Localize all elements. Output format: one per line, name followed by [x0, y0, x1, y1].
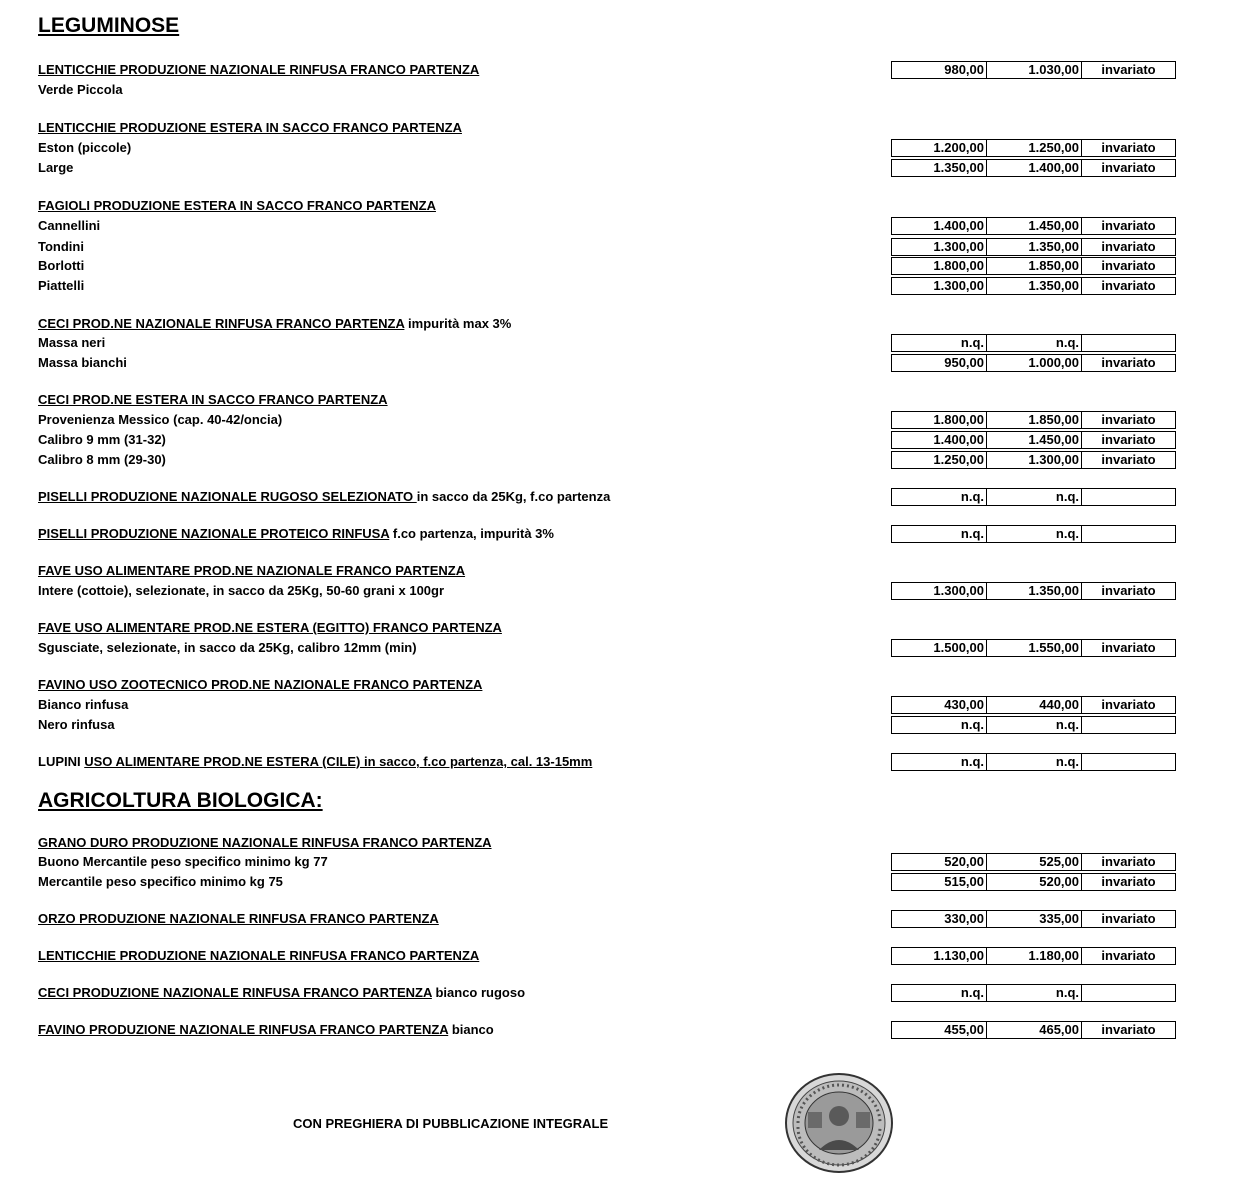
price-max-cell: n.q. — [987, 526, 1082, 542]
price-max-cell: 1.250,00 — [987, 140, 1082, 156]
price-trend-cell — [1082, 526, 1175, 542]
price-row — [891, 753, 1176, 771]
price-min-cell: 1.800,00 — [892, 258, 987, 274]
price-row — [891, 582, 1176, 600]
line-label-part: Calibro 8 mm (29-30) — [38, 452, 166, 467]
line-label — [38, 677, 482, 693]
line-label-part: FAVE USO ALIMENTARE PROD.NE NAZIONALE FRANCO PARTENZA — [38, 563, 466, 578]
line-label-part: Nero rinfusa — [38, 717, 115, 732]
price-row — [891, 257, 1176, 275]
line-label — [38, 392, 388, 408]
price-max-cell: 1.350,00 — [987, 583, 1082, 599]
price-min-cell: 1.400,00 — [892, 432, 987, 448]
price-trend-cell: invariato — [1101, 697, 1156, 712]
price-row — [891, 159, 1176, 177]
line-label-part: FAVE USO ALIMENTARE PROD.NE ESTERA (EGITTO) FRANCO PARTENZA — [38, 620, 502, 635]
line-label-part: Large — [38, 160, 74, 175]
price-max-cell: n.q. — [987, 489, 1082, 505]
price-trend-cell — [1082, 985, 1175, 1001]
chamber-of-commerce-seal-icon — [784, 1072, 894, 1174]
line-label — [38, 412, 282, 428]
line-label-part: ORZO PRODUZIONE NAZIONALE RINFUSA FRANCO PARTENZA — [38, 911, 439, 926]
line-label-part: PISELLI PRODUZIONE NAZIONALE PROTEICO RINFUSA — [38, 526, 390, 541]
price-row — [891, 873, 1176, 891]
price-trend-cell: invariato — [1101, 140, 1156, 155]
line-label — [38, 754, 592, 770]
price-min-cell: 1.300,00 — [892, 583, 987, 599]
price-row — [891, 61, 1176, 79]
line-label — [38, 985, 525, 1001]
line-label — [38, 697, 128, 713]
line-label — [38, 835, 492, 851]
price-min-cell: 330,00 — [892, 911, 987, 927]
line-label-part: in sacco da 25Kg, f.co partenza — [416, 489, 611, 504]
price-row — [891, 984, 1176, 1002]
price-max-cell: n.q. — [987, 985, 1082, 1001]
price-max-cell: 465,00 — [987, 1022, 1082, 1038]
price-min-cell: n.q. — [892, 754, 987, 770]
line-label-part: Borlotti — [38, 258, 85, 273]
heading-agricoltura-biologica: AGRICOLTURA BIOLOGICA: — [38, 789, 323, 812]
price-max-cell: 1.300,00 — [987, 452, 1082, 468]
line-label-part: bianco — [448, 1022, 494, 1037]
line-label-part: Bianco rinfusa — [38, 697, 129, 712]
line-label — [38, 948, 479, 964]
price-min-cell: n.q. — [892, 985, 987, 1001]
line-label — [38, 1022, 494, 1038]
price-trend-cell: invariato — [1101, 640, 1156, 655]
price-trend-cell: invariato — [1101, 854, 1156, 869]
line-label — [38, 278, 84, 294]
price-min-cell: 950,00 — [892, 355, 987, 371]
line-label-part: Mercantile peso specifico minimo kg 75 — [38, 874, 283, 889]
line-label-part: LENTICCHIE PRODUZIONE ESTERA IN SACCO FRANCO PARTENZA — [38, 120, 462, 135]
price-trend-cell: invariato — [1101, 874, 1156, 889]
line-label-part: CECI PROD.NE NAZIONALE RINFUSA FRANCO PARTENZA — [38, 316, 405, 331]
price-trend-cell: invariato — [1101, 278, 1156, 293]
line-label-part: LENTICCHIE PRODUZIONE NAZIONALE RINFUSA FRANCO PARTENZA — [38, 62, 480, 77]
line-label-part: Massa neri — [38, 335, 106, 350]
price-max-cell: 1.350,00 — [987, 239, 1082, 255]
line-label — [38, 355, 127, 371]
price-trend-cell: invariato — [1101, 355, 1156, 370]
line-label — [38, 140, 131, 156]
line-label-part: impurità max 3% — [404, 316, 512, 331]
price-max-cell: n.q. — [987, 717, 1082, 733]
line-label-part: USO ALIMENTARE PROD.NE ESTERA (CILE) in sacco, f.co partenza, cal. 13-15mm — [84, 754, 593, 769]
price-min-cell: 430,00 — [892, 697, 987, 713]
price-trend-cell: invariato — [1101, 412, 1156, 427]
price-min-cell: 1.350,00 — [892, 160, 987, 176]
price-trend-cell: invariato — [1101, 239, 1156, 254]
line-label-part: Verde Piccola — [38, 82, 123, 97]
line-label — [38, 82, 123, 98]
line-label — [38, 160, 73, 176]
price-row — [891, 451, 1176, 469]
price-row — [891, 525, 1176, 543]
line-label — [38, 489, 610, 505]
price-min-cell: n.q. — [892, 526, 987, 542]
line-label-part: Sgusciate, selezionate, in sacco da 25Kg, calibro 12mm (min) — [38, 640, 417, 655]
line-label — [38, 854, 328, 870]
price-trend-cell: invariato — [1101, 258, 1156, 273]
price-min-cell: 1.800,00 — [892, 412, 987, 428]
line-label — [38, 583, 444, 599]
price-min-cell: 520,00 — [892, 854, 987, 870]
line-label-part: FAVINO PRODUZIONE NAZIONALE RINFUSA FRANCO PARTENZA — [38, 1022, 449, 1037]
price-row — [891, 431, 1176, 449]
line-label — [38, 218, 100, 234]
line-label-part: GRANO DURO PRODUZIONE NAZIONALE RINFUSA FRANCO PARTENZA — [38, 835, 492, 850]
price-trend-cell — [1082, 489, 1175, 505]
price-trend-cell: invariato — [1101, 160, 1156, 175]
price-trend-cell — [1082, 754, 1175, 770]
price-row — [891, 947, 1176, 965]
price-row — [891, 716, 1176, 734]
line-label-part: LENTICCHIE PRODUZIONE NAZIONALE RINFUSA FRANCO PARTENZA — [38, 948, 480, 963]
price-min-cell: 1.400,00 — [892, 218, 987, 234]
price-row — [891, 1021, 1176, 1039]
price-min-cell: 1.250,00 — [892, 452, 987, 468]
price-row — [891, 277, 1176, 295]
price-row — [891, 217, 1176, 235]
line-label-part: Provenienza Messico (cap. 40-42/oncia) — [38, 412, 283, 427]
line-label — [38, 432, 166, 448]
line-label-part: Cannellini — [38, 218, 101, 233]
footer-note: CON PREGHIERA DI PUBBLICAZIONE INTEGRALE — [293, 1116, 609, 1131]
price-max-cell: n.q. — [987, 335, 1082, 351]
price-min-cell: 1.500,00 — [892, 640, 987, 656]
price-row — [891, 639, 1176, 657]
price-min-cell: 1.300,00 — [892, 239, 987, 255]
line-label — [38, 620, 502, 636]
price-min-cell: n.q. — [892, 335, 987, 351]
line-label-part: Intere (cottoie), selezionate, in sacco da 25Kg, 50-60 grani x 100gr — [38, 583, 445, 598]
price-max-cell: 1.850,00 — [987, 258, 1082, 274]
price-min-cell: n.q. — [892, 717, 987, 733]
line-label-part: Buono Mercantile peso specifico minimo kg 77 — [38, 854, 328, 869]
price-trend-cell: invariato — [1101, 432, 1156, 447]
price-row — [891, 910, 1176, 928]
line-label — [38, 874, 283, 890]
line-label-part: Calibro 9 mm (31-32) — [38, 432, 166, 447]
price-trend-cell — [1082, 335, 1175, 351]
line-label — [38, 335, 105, 351]
price-max-cell: 1.180,00 — [987, 948, 1082, 964]
line-label-part: CECI PROD.NE ESTERA IN SACCO FRANCO PARTENZA — [38, 392, 388, 407]
line-label — [38, 120, 462, 136]
price-max-cell: 1.350,00 — [987, 278, 1082, 294]
price-max-cell: 1.850,00 — [987, 412, 1082, 428]
line-label — [38, 198, 436, 214]
line-label — [38, 452, 166, 468]
line-label — [38, 316, 511, 332]
price-min-cell: n.q. — [892, 489, 987, 505]
price-max-cell: 440,00 — [987, 697, 1082, 713]
price-max-cell: 335,00 — [987, 911, 1082, 927]
price-min-cell: 1.130,00 — [892, 948, 987, 964]
price-trend-cell: invariato — [1101, 62, 1156, 77]
price-max-cell: 1.030,00 — [987, 62, 1082, 78]
price-max-cell: 1.550,00 — [987, 640, 1082, 656]
line-label-part: FAGIOLI PRODUZIONE ESTERA IN SACCO FRANCO PARTENZA — [38, 198, 436, 213]
price-row — [891, 139, 1176, 157]
line-label-part: Massa bianchi — [38, 355, 127, 370]
price-row — [891, 696, 1176, 714]
line-label-part: FAVINO USO ZOOTECNICO PROD.NE NAZIONALE FRANCO PARTENZA — [38, 677, 483, 692]
price-max-cell: 1.450,00 — [987, 218, 1082, 234]
price-trend-cell: invariato — [1101, 452, 1156, 467]
price-trend-cell: invariato — [1101, 911, 1156, 926]
price-row — [891, 334, 1176, 352]
line-label-part: CECI PRODUZIONE NAZIONALE RINFUSA FRANCO PARTENZA — [38, 985, 432, 1000]
line-label — [38, 717, 115, 733]
price-row — [891, 411, 1176, 429]
line-label — [38, 526, 554, 542]
line-label — [38, 258, 84, 274]
line-label — [38, 239, 84, 255]
line-label-part: Eston (piccole) — [38, 140, 132, 155]
price-row — [891, 238, 1176, 256]
line-label-part: Tondini — [38, 239, 84, 254]
line-label-part: PISELLI PRODUZIONE NAZIONALE RUGOSO SELEZIONATO — [38, 489, 417, 504]
price-trend-cell: invariato — [1101, 583, 1156, 598]
price-min-cell: 1.200,00 — [892, 140, 987, 156]
price-trend-cell: invariato — [1101, 1022, 1156, 1037]
price-max-cell: 525,00 — [987, 854, 1082, 870]
line-label — [38, 563, 465, 579]
line-label-part: bianco rugoso — [431, 985, 526, 1000]
price-min-cell: 455,00 — [892, 1022, 987, 1038]
price-max-cell: 1.450,00 — [987, 432, 1082, 448]
price-trend-cell: invariato — [1101, 948, 1156, 963]
price-min-cell: 515,00 — [892, 874, 987, 890]
line-label-part: LUPINI — [38, 754, 85, 769]
line-label — [38, 911, 439, 927]
price-min-cell: 1.300,00 — [892, 278, 987, 294]
heading-leguminose: LEGUMINOSE — [38, 14, 180, 37]
line-label-part: f.co partenza, impurità 3% — [389, 526, 554, 541]
price-row — [891, 354, 1176, 372]
line-label-part: Piattelli — [38, 278, 85, 293]
price-max-cell: n.q. — [987, 754, 1082, 770]
line-label — [38, 62, 479, 78]
price-row — [891, 488, 1176, 506]
price-row — [891, 853, 1176, 871]
price-max-cell: 1.400,00 — [987, 160, 1082, 176]
price-trend-cell — [1082, 717, 1175, 733]
price-max-cell: 1.000,00 — [987, 355, 1082, 371]
price-trend-cell: invariato — [1101, 218, 1156, 233]
price-max-cell: 520,00 — [987, 874, 1082, 890]
price-min-cell: 980,00 — [892, 62, 987, 78]
line-label — [38, 640, 417, 656]
